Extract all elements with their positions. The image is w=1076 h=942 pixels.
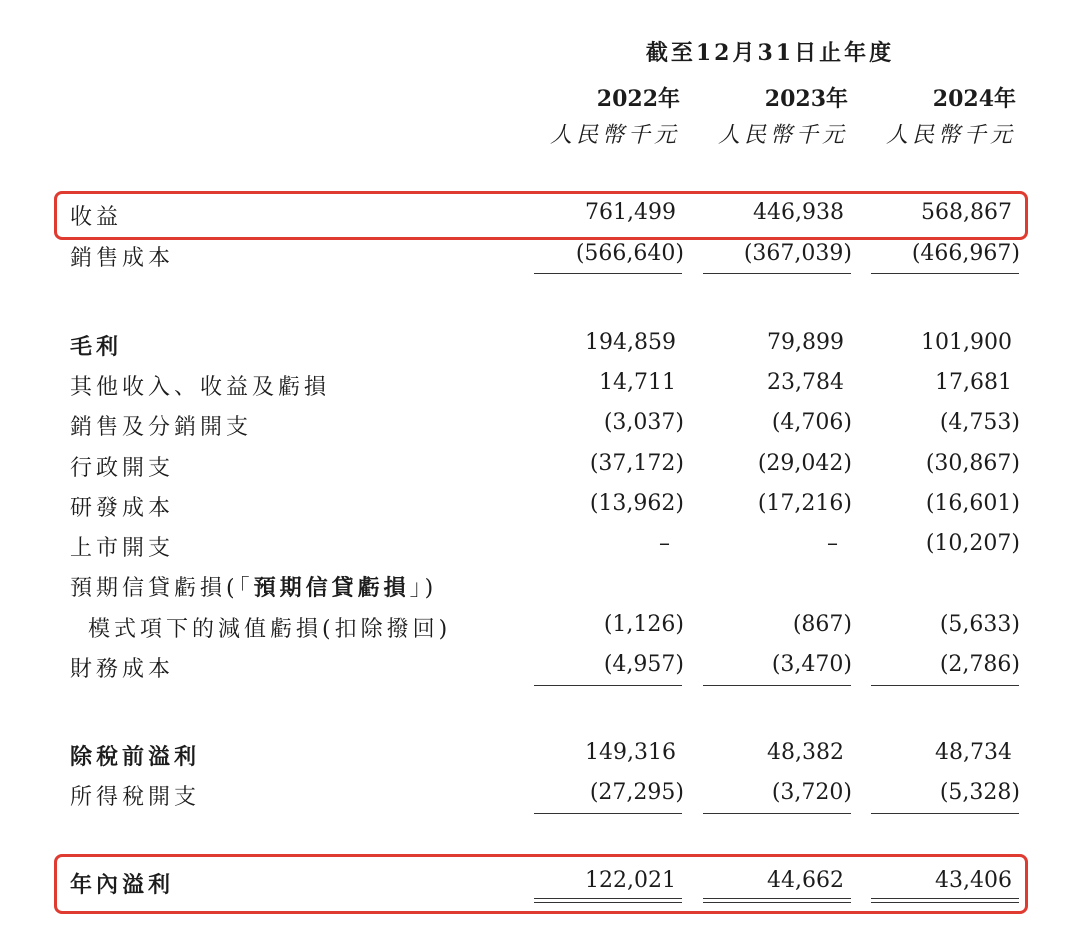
- total-double-rule: [871, 898, 1019, 903]
- value-2022: (4,957): [603, 652, 684, 677]
- value-2024: (16,601): [925, 491, 1020, 516]
- value-2024: (4,753): [939, 410, 1020, 435]
- value-2024: 48,734: [935, 740, 1012, 765]
- subtotal-rule: [534, 273, 682, 274]
- value-2022: 122,021: [585, 868, 676, 893]
- value-2023: (867): [792, 612, 852, 637]
- label-bold-term: 預期信貸虧損: [253, 575, 410, 601]
- subtotal-rule: [871, 273, 1019, 274]
- value-2023: 44,662: [767, 868, 844, 893]
- row-label: 其他收入、收益及虧損: [70, 375, 331, 400]
- label-prefix: 預期信貸虧損(「: [70, 576, 254, 601]
- row-revenue: [0, 196, 1076, 236]
- value-2022: –: [659, 531, 670, 556]
- value-2022: (1,126): [603, 612, 684, 637]
- value-2023: (29,042): [757, 451, 852, 476]
- year-2024-header: 2024年: [932, 86, 1016, 112]
- value-2022: (566,640): [575, 241, 684, 266]
- value-2024: 568,867: [921, 200, 1012, 225]
- value-2024: (2,786): [939, 652, 1020, 677]
- value-2022: (27,295): [589, 780, 684, 805]
- value-2024: (10,207): [925, 531, 1020, 556]
- row-label: 銷售及分銷開支: [70, 415, 253, 440]
- value-2022: (3,037): [603, 410, 684, 435]
- row-label: [70, 571, 437, 602]
- row-label: 模式項下的減值虧損(扣除撥回): [88, 617, 452, 642]
- row-label: 所得稅開支: [70, 785, 201, 810]
- row-income-tax: [0, 776, 1076, 816]
- value-2024: (30,867): [925, 451, 1020, 476]
- value-2023: (17,216): [757, 491, 852, 516]
- unit-header-2022: 人民幣千元: [549, 123, 680, 148]
- subtotal-rule: [871, 813, 1019, 814]
- row-listing-expenses: [0, 527, 1076, 567]
- value-2024: 101,900: [921, 330, 1012, 355]
- row-ecl-heading: [0, 567, 1076, 607]
- subtotal-rule: [534, 685, 682, 686]
- value-2023: 79,899: [767, 330, 844, 355]
- value-2022: 194,859: [585, 330, 676, 355]
- row-profit-before-tax: [0, 736, 1076, 776]
- value-2022: (37,172): [589, 451, 684, 476]
- value-2023: 23,784: [767, 370, 844, 395]
- row-label: 上市開支: [70, 536, 175, 561]
- period-title: 截至12月31日止年度: [645, 40, 895, 66]
- value-2023: –: [827, 531, 838, 556]
- value-2023: 446,938: [753, 200, 844, 225]
- value-2024: 43,406: [935, 868, 1012, 893]
- row-selling-expenses: [0, 406, 1076, 446]
- value-2023: 48,382: [767, 740, 844, 765]
- subtotal-rule: [703, 813, 851, 814]
- row-rd-costs: [0, 487, 1076, 527]
- value-2024: (5,328): [939, 780, 1020, 805]
- value-2024: (466,967): [911, 241, 1020, 266]
- value-2024: (5,633): [939, 612, 1020, 637]
- total-double-rule: [534, 898, 682, 903]
- row-other-income: [0, 366, 1076, 406]
- row-label: 毛利: [70, 334, 123, 360]
- subtotal-rule: [703, 273, 851, 274]
- value-2022: 14,711: [599, 370, 676, 395]
- row-label: 財務成本: [70, 657, 175, 682]
- subtotal-rule: [703, 685, 851, 686]
- year-2022-header: 2022年: [596, 86, 680, 112]
- value-2022: (13,962): [589, 491, 684, 516]
- value-2023: (3,720): [771, 780, 852, 805]
- row-cost-of-sales: [0, 237, 1076, 277]
- value-2023: (367,039): [743, 241, 852, 266]
- total-double-rule: [703, 898, 851, 903]
- value-2022: 149,316: [585, 740, 676, 765]
- row-label: 研發成本: [70, 496, 175, 521]
- year-2023-header: 2023年: [764, 86, 848, 112]
- row-label: 收益: [70, 205, 123, 230]
- row-admin-expenses: [0, 447, 1076, 487]
- row-label: 年內溢利: [70, 872, 175, 898]
- value-2023: (3,470): [771, 652, 852, 677]
- subtotal-rule: [871, 685, 1019, 686]
- row-label: 行政開支: [70, 456, 175, 481]
- unit-header-2024: 人民幣千元: [885, 123, 1016, 148]
- value-2023: (4,706): [771, 410, 852, 435]
- label-suffix: 」): [409, 576, 438, 601]
- row-label: 銷售成本: [70, 246, 175, 271]
- unit-header-2023: 人民幣千元: [717, 123, 848, 148]
- row-finance-costs: [0, 648, 1076, 688]
- value-2024: 17,681: [935, 370, 1012, 395]
- subtotal-rule: [534, 813, 682, 814]
- row-label: 除稅前溢利: [70, 744, 201, 770]
- row-impairment-losses: [0, 608, 1076, 648]
- value-2022: 761,499: [585, 200, 676, 225]
- row-gross-profit: [0, 326, 1076, 366]
